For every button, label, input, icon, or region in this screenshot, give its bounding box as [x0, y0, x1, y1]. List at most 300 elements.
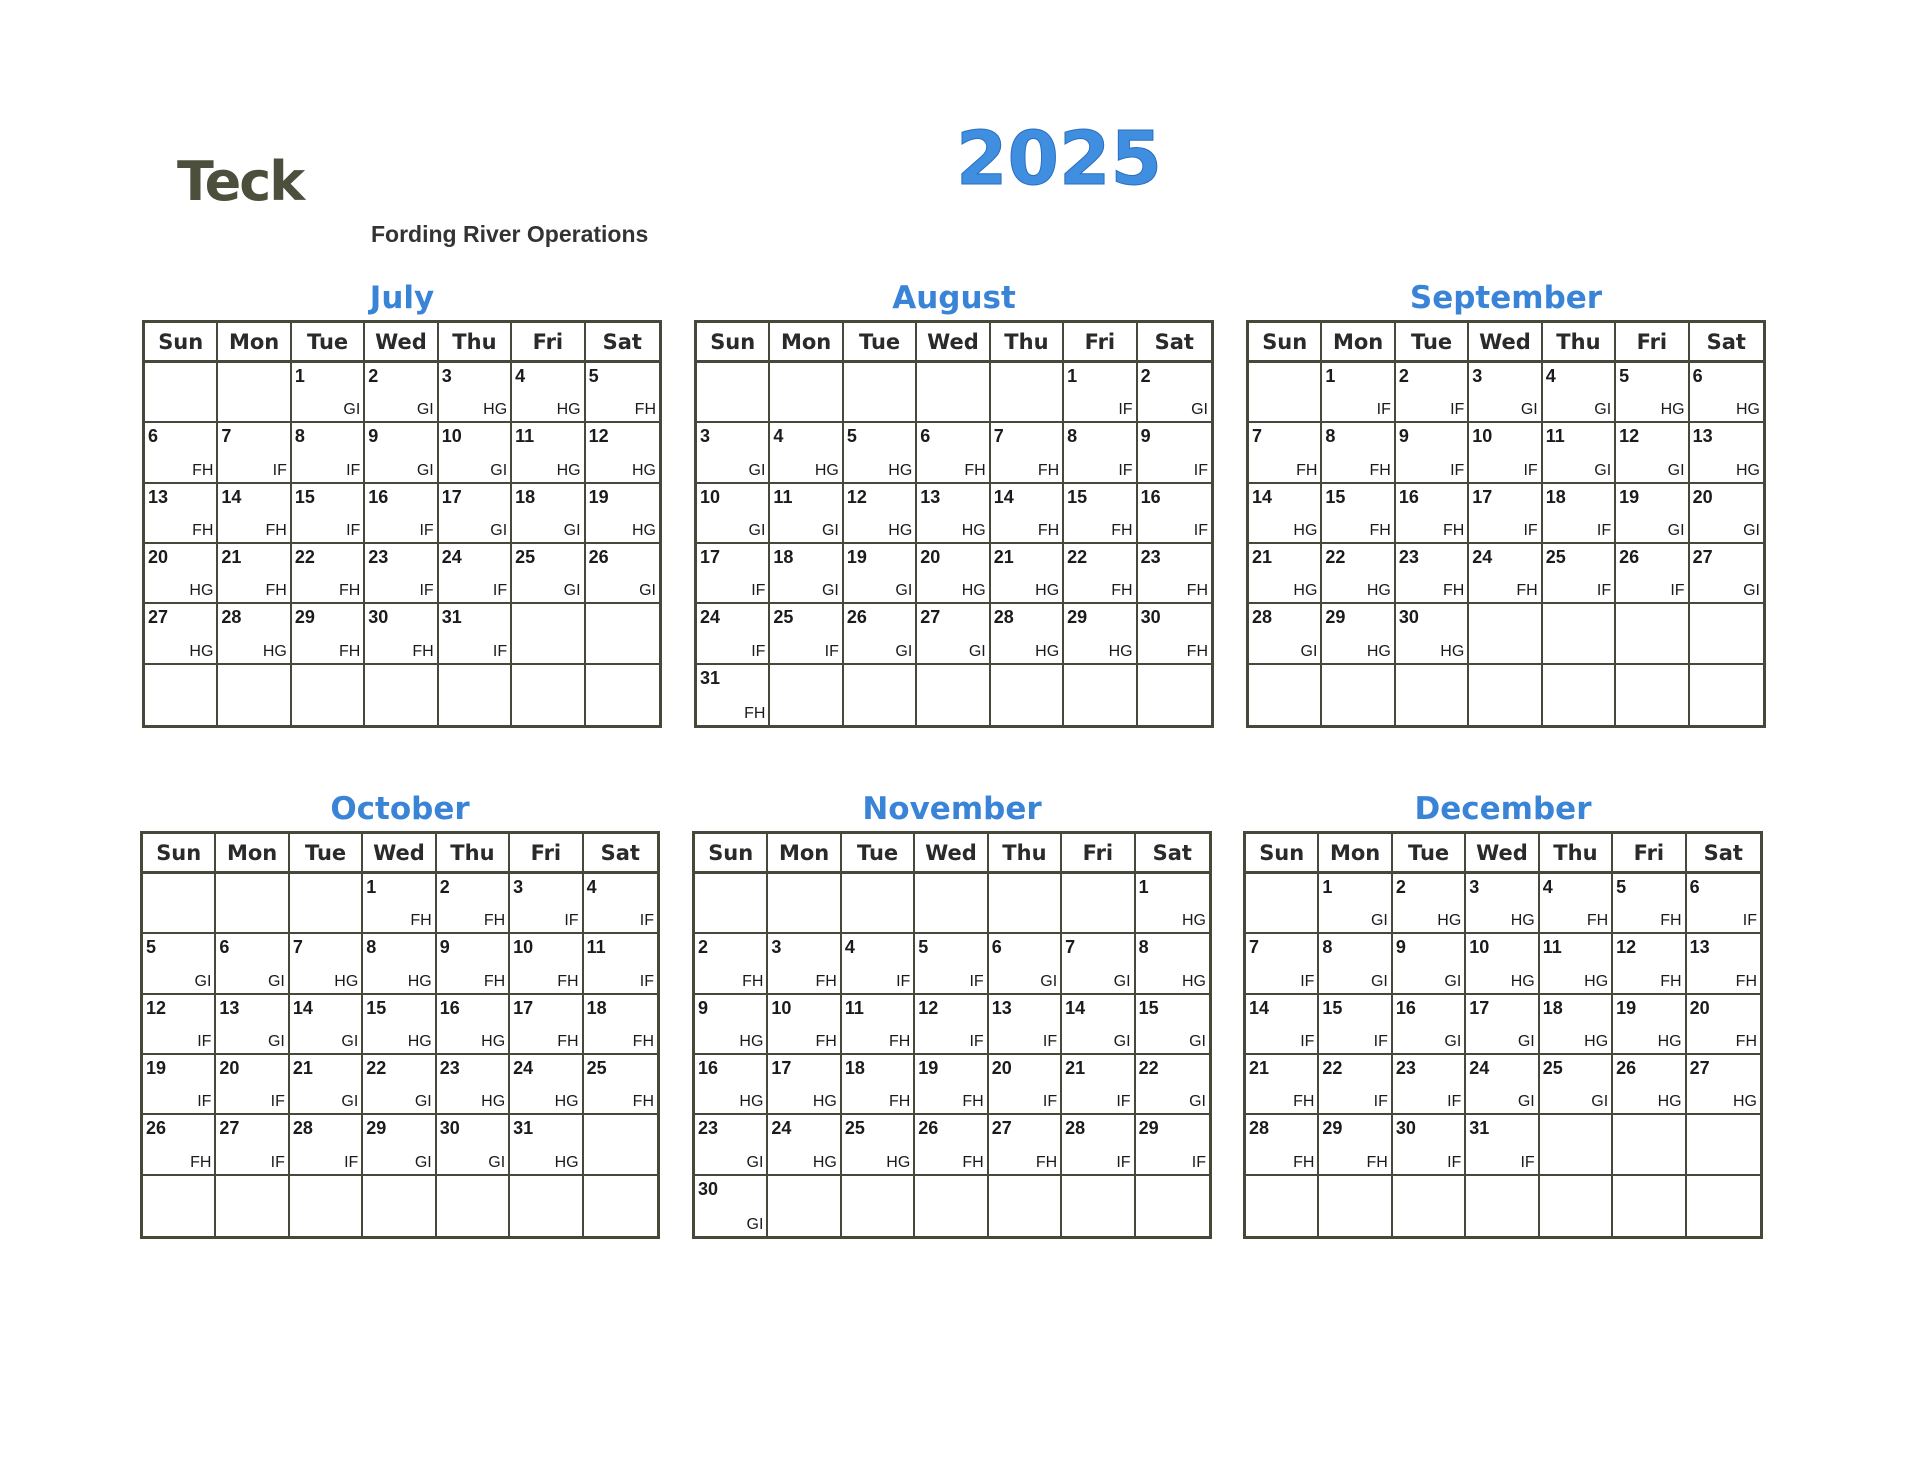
day-number: 26 — [1619, 546, 1640, 567]
shift-code: FH — [962, 1093, 984, 1111]
shift-code: HG — [1736, 461, 1760, 479]
shift-code: FH — [1369, 461, 1391, 479]
shift-code: GI — [416, 401, 434, 419]
shift-code: GI — [1517, 1093, 1535, 1111]
day-number: 7 — [292, 937, 303, 958]
month-calendar-november — [692, 787, 1212, 1239]
day-number: 25 — [844, 1118, 865, 1139]
day-number: 21 — [292, 1057, 313, 1078]
shift-code: IF — [1193, 521, 1208, 539]
day-number: 29 — [1067, 607, 1088, 628]
day-number: 5 — [1619, 366, 1630, 386]
shift-code: FH — [412, 642, 434, 660]
day-cell — [437, 1055, 510, 1115]
day-number: 1 — [1322, 877, 1333, 897]
day-number: 2 — [1140, 366, 1151, 386]
shift-code: FH — [190, 1153, 212, 1171]
day-cell — [1543, 604, 1616, 664]
day-number: 17 — [771, 1057, 792, 1078]
shift-code: GI — [267, 972, 285, 990]
day-cell — [1466, 995, 1539, 1055]
day-number: 31 — [1469, 1118, 1490, 1139]
shift-code: IF — [346, 521, 361, 539]
day-number: 29 — [1138, 1118, 1159, 1139]
shift-code: FH — [634, 401, 656, 419]
day-cell — [1613, 874, 1686, 934]
shift-code: IF — [1042, 1032, 1058, 1050]
day-number: 20 — [1689, 997, 1710, 1018]
day-cell — [292, 484, 365, 544]
day-cell — [145, 544, 218, 604]
day-cell — [1136, 1115, 1209, 1175]
shift-code: IF — [1523, 521, 1538, 539]
day-cell — [1246, 934, 1319, 994]
day-number: 1 — [1325, 366, 1336, 386]
day-number: 11 — [515, 426, 535, 447]
shift-code: HG — [1733, 1093, 1757, 1111]
day-number: 20 — [1692, 486, 1713, 507]
day-cell — [1540, 934, 1613, 994]
day-cell — [1616, 665, 1689, 725]
day-number: 27 — [148, 607, 169, 628]
day-cell — [1469, 604, 1542, 664]
day-number: 10 — [771, 997, 792, 1018]
day-cell — [218, 363, 291, 423]
shift-code: GI — [414, 1093, 432, 1111]
shift-code: IF — [1520, 1153, 1535, 1171]
shift-code: HG — [189, 582, 214, 600]
day-cell — [439, 544, 512, 604]
day-cell — [145, 665, 218, 725]
day-cell — [915, 1176, 988, 1236]
shift-code: IF — [1300, 972, 1315, 990]
day-number: 18 — [844, 1057, 865, 1078]
day-cell — [1064, 423, 1137, 483]
day-cell — [216, 1055, 289, 1115]
day-number: 26 — [146, 1118, 167, 1139]
shift-code: FH — [1186, 642, 1208, 660]
day-number: 16 — [368, 486, 389, 507]
day-cell — [1319, 1176, 1392, 1236]
day-number: 17 — [513, 997, 534, 1018]
day-cell — [770, 665, 843, 725]
day-cell — [512, 544, 585, 604]
day-cell — [584, 1115, 657, 1175]
weekday-header: Sat — [1690, 323, 1763, 363]
day-cell — [143, 934, 216, 994]
day-cell — [1322, 544, 1395, 604]
day-number: 23 — [1395, 1057, 1416, 1078]
shift-code: FH — [1369, 521, 1391, 539]
day-number: 11 — [1545, 426, 1565, 447]
day-number: 3 — [771, 937, 782, 958]
day-number: 26 — [1616, 1057, 1637, 1078]
shift-code: IF — [639, 912, 654, 930]
shift-code: HG — [1510, 912, 1535, 930]
day-cell — [697, 363, 770, 423]
shift-code: FH — [815, 1032, 837, 1050]
day-number: 21 — [221, 546, 242, 567]
shift-code: HG — [739, 1093, 764, 1111]
day-number: 12 — [846, 486, 867, 507]
weekday-header: Sat — [1687, 834, 1760, 874]
day-number: 8 — [1322, 937, 1333, 958]
day-number: 6 — [148, 426, 159, 447]
day-cell — [1469, 484, 1542, 544]
day-cell — [439, 363, 512, 423]
shift-code: FH — [1586, 912, 1609, 930]
day-number: 15 — [1325, 486, 1346, 507]
day-cell — [1319, 934, 1392, 994]
day-cell — [584, 874, 657, 934]
weekday-header: Fri — [1613, 834, 1686, 874]
day-cell — [991, 484, 1064, 544]
day-number: 4 — [586, 877, 597, 897]
day-cell — [1613, 995, 1686, 1055]
day-number: 30 — [1395, 1118, 1416, 1139]
day-cell — [697, 423, 770, 483]
day-number: 29 — [1325, 607, 1346, 628]
day-cell — [439, 604, 512, 664]
shift-code: FH — [964, 461, 986, 479]
day-cell — [437, 1176, 510, 1236]
shift-code: HG — [334, 972, 359, 990]
day-cell — [1136, 1176, 1209, 1236]
day-cell — [1396, 484, 1469, 544]
day-cell — [1616, 363, 1689, 423]
shift-code: HG — [1366, 582, 1391, 600]
day-cell — [844, 363, 917, 423]
shift-code: HG — [632, 521, 656, 539]
shift-code: IF — [969, 972, 984, 990]
shift-code: GI — [1189, 1032, 1206, 1050]
day-cell — [1469, 423, 1542, 483]
day-cell — [363, 1055, 436, 1115]
day-cell — [917, 484, 990, 544]
day-number: 22 — [1138, 1057, 1159, 1078]
day-number: 15 — [1138, 997, 1159, 1018]
day-number: 20 — [219, 1057, 240, 1078]
shift-code: GI — [563, 582, 581, 600]
day-number: 19 — [1616, 997, 1637, 1018]
shift-code: FH — [1035, 1153, 1058, 1171]
shift-code: FH — [557, 972, 579, 990]
day-cell — [290, 995, 363, 1055]
day-cell — [365, 544, 438, 604]
day-cell — [695, 995, 768, 1055]
day-cell — [695, 1115, 768, 1175]
day-cell — [991, 544, 1064, 604]
day-cell — [1543, 484, 1616, 544]
shift-code: HG — [1035, 642, 1060, 660]
shift-code: GI — [895, 642, 913, 660]
day-cell — [1246, 995, 1319, 1055]
day-cell — [768, 1176, 841, 1236]
shift-code: IF — [969, 1032, 984, 1050]
day-cell — [695, 1055, 768, 1115]
shift-code: FH — [265, 582, 287, 600]
day-number: 30 — [1140, 607, 1161, 628]
shift-code: GI — [746, 1215, 764, 1233]
day-cell — [1543, 544, 1616, 604]
shift-code: HG — [483, 401, 508, 419]
day-cell — [844, 423, 917, 483]
weekday-header: Fri — [512, 323, 585, 363]
shift-code: GI — [1300, 642, 1318, 660]
day-number: 11 — [1542, 937, 1562, 958]
day-number: 16 — [698, 1057, 719, 1078]
day-number: 24 — [1469, 1057, 1490, 1078]
day-number: 8 — [294, 426, 305, 447]
day-cell — [844, 544, 917, 604]
weekday-header: Sun — [145, 323, 218, 363]
day-cell — [697, 604, 770, 664]
shift-code: HG — [1108, 642, 1133, 660]
day-number: 2 — [698, 937, 709, 958]
day-cell — [1246, 1176, 1319, 1236]
shift-code: FH — [888, 1093, 911, 1111]
day-cell — [290, 1055, 363, 1115]
day-number: 9 — [439, 937, 450, 958]
day-number: 19 — [588, 486, 609, 507]
shift-code: FH — [1735, 972, 1757, 990]
day-number: 22 — [294, 546, 315, 567]
day-cell — [439, 665, 512, 725]
day-number: 7 — [1249, 937, 1260, 958]
day-number: 27 — [219, 1118, 240, 1139]
day-cell — [1687, 1055, 1760, 1115]
shift-code: HG — [886, 1153, 911, 1171]
shift-code: GI — [414, 1153, 432, 1171]
shift-code: IF — [1373, 1093, 1388, 1111]
day-cell — [1319, 995, 1392, 1055]
day-cell — [1062, 934, 1135, 994]
day-cell — [292, 363, 365, 423]
day-cell — [143, 1115, 216, 1175]
day-cell — [1396, 544, 1469, 604]
day-number: 5 — [588, 366, 599, 386]
day-cell — [437, 995, 510, 1055]
day-cell — [216, 874, 289, 934]
weekday-header: Wed — [1469, 323, 1542, 363]
day-cell — [989, 934, 1062, 994]
calendar-grid — [142, 320, 662, 728]
day-number: 7 — [1065, 937, 1076, 958]
shift-code: IF — [419, 582, 434, 600]
day-cell — [915, 934, 988, 994]
day-number: 4 — [1542, 877, 1553, 897]
day-cell — [1249, 544, 1322, 604]
day-number: 3 — [1472, 366, 1483, 386]
day-cell — [842, 1115, 915, 1175]
day-cell — [363, 1115, 436, 1175]
weekday-header: Tue — [292, 323, 365, 363]
shift-code: IF — [896, 972, 911, 990]
shift-code: GI — [968, 642, 986, 660]
shift-code: HG — [1182, 912, 1206, 930]
shift-code: HG — [1657, 1093, 1682, 1111]
weekday-header: Mon — [768, 834, 841, 874]
day-number: 14 — [221, 486, 242, 507]
day-cell — [1064, 665, 1137, 725]
day-cell — [697, 665, 770, 725]
day-number: 20 — [920, 546, 941, 567]
day-cell — [218, 544, 291, 604]
day-cell — [1136, 934, 1209, 994]
day-cell — [586, 665, 659, 725]
day-cell — [768, 1055, 841, 1115]
day-cell — [1322, 423, 1395, 483]
day-cell — [512, 604, 585, 664]
day-number: 10 — [513, 937, 534, 958]
day-number: 23 — [698, 1118, 719, 1139]
day-cell — [1322, 363, 1395, 423]
day-cell — [915, 874, 988, 934]
shift-code: FH — [338, 582, 361, 600]
shift-code: GI — [748, 461, 766, 479]
day-cell — [365, 363, 438, 423]
day-cell — [1136, 874, 1209, 934]
shift-code: GI — [1520, 401, 1538, 419]
day-number: 4 — [1545, 366, 1556, 386]
shift-code: HG — [481, 1093, 506, 1111]
day-number: 1 — [1138, 877, 1149, 897]
day-cell — [1616, 423, 1689, 483]
day-number: 16 — [439, 997, 460, 1018]
day-number: 26 — [918, 1118, 939, 1139]
shift-code: GI — [1594, 461, 1612, 479]
shift-code: HG — [481, 1032, 506, 1050]
day-cell — [1319, 874, 1392, 934]
day-cell — [1540, 1176, 1613, 1236]
day-cell — [1466, 934, 1539, 994]
day-cell — [365, 423, 438, 483]
day-cell — [1249, 423, 1322, 483]
shift-code: IF — [1118, 401, 1133, 419]
day-cell — [365, 665, 438, 725]
shift-code: IF — [564, 912, 579, 930]
shift-code: GI — [748, 521, 766, 539]
day-cell — [510, 1055, 583, 1115]
day-number: 10 — [1472, 426, 1493, 447]
day-cell — [1064, 484, 1137, 544]
day-number: 8 — [366, 937, 377, 958]
day-number: 31 — [513, 1118, 534, 1139]
shift-code: HG — [1035, 582, 1060, 600]
day-cell — [1246, 874, 1319, 934]
month-calendar-august — [694, 276, 1214, 728]
shift-code: FH — [1516, 582, 1538, 600]
weekday-header: Mon — [1319, 834, 1392, 874]
day-cell — [145, 604, 218, 664]
day-cell — [584, 995, 657, 1055]
month-title: August — [892, 280, 1016, 316]
shift-code: GI — [1444, 1032, 1462, 1050]
shift-code: IF — [1596, 521, 1612, 539]
day-cell — [218, 604, 291, 664]
shift-code: HG — [556, 461, 581, 479]
day-cell — [695, 874, 768, 934]
day-cell — [695, 934, 768, 994]
day-number: 27 — [991, 1118, 1012, 1139]
shift-code: GI — [821, 582, 839, 600]
day-cell — [842, 934, 915, 994]
month-title: October — [330, 791, 470, 827]
day-cell — [510, 874, 583, 934]
weekday-header: Sun — [697, 323, 770, 363]
day-cell — [216, 934, 289, 994]
shift-code: GI — [1191, 401, 1208, 419]
day-cell — [290, 1176, 363, 1236]
day-cell — [1613, 1055, 1686, 1115]
day-cell — [1064, 544, 1137, 604]
day-number: 3 — [700, 426, 711, 447]
day-number: 24 — [771, 1118, 792, 1139]
day-number: 2 — [1398, 366, 1409, 386]
day-number: 13 — [148, 486, 169, 507]
day-number: 18 — [773, 546, 794, 567]
day-number: 5 — [1616, 877, 1627, 897]
day-cell — [1469, 665, 1542, 725]
weekday-header: Wed — [915, 834, 988, 874]
month-title: July — [369, 280, 435, 316]
shift-code: IF — [1450, 461, 1465, 479]
day-number: 27 — [1689, 1057, 1710, 1078]
day-number: 3 — [441, 366, 452, 386]
day-cell — [1687, 1176, 1760, 1236]
day-cell — [363, 1176, 436, 1236]
day-number: 25 — [515, 546, 536, 567]
shift-code: GI — [490, 461, 508, 479]
shift-code: HG — [739, 1032, 764, 1050]
day-cell — [1690, 423, 1763, 483]
day-number: 30 — [368, 607, 389, 628]
shift-code: GI — [267, 1032, 285, 1050]
shift-code: IF — [1523, 461, 1538, 479]
operation-subtitle: Fording River Operations — [371, 221, 649, 247]
day-cell — [439, 423, 512, 483]
day-cell — [143, 1055, 216, 1115]
day-cell — [1136, 1055, 1209, 1115]
day-cell — [1690, 665, 1763, 725]
day-number: 15 — [1067, 486, 1088, 507]
shift-code: IF — [492, 582, 508, 600]
day-cell — [1540, 1055, 1613, 1115]
day-number: 14 — [1252, 486, 1273, 507]
day-number: 23 — [368, 546, 389, 567]
day-number: 22 — [1067, 546, 1088, 567]
day-number: 7 — [993, 426, 1004, 447]
day-number: 11 — [586, 937, 606, 958]
day-cell — [143, 874, 216, 934]
shift-code: HG — [407, 1032, 432, 1050]
day-number: 21 — [1065, 1057, 1086, 1078]
shift-code: HG — [1510, 972, 1535, 990]
weekday-header: Mon — [770, 323, 843, 363]
shift-code: FH — [192, 461, 214, 479]
shift-code: FH — [1660, 972, 1682, 990]
shift-code: HG — [1437, 912, 1462, 930]
day-number: 18 — [1545, 486, 1566, 507]
day-cell — [1687, 995, 1760, 1055]
day-number: 12 — [918, 997, 939, 1018]
shift-code: FH — [632, 1032, 654, 1050]
calendar-grid — [694, 320, 1214, 728]
month-calendar-september — [1246, 276, 1766, 728]
day-cell — [1064, 363, 1137, 423]
day-cell — [1062, 995, 1135, 1055]
shift-code: HG — [1366, 642, 1391, 660]
